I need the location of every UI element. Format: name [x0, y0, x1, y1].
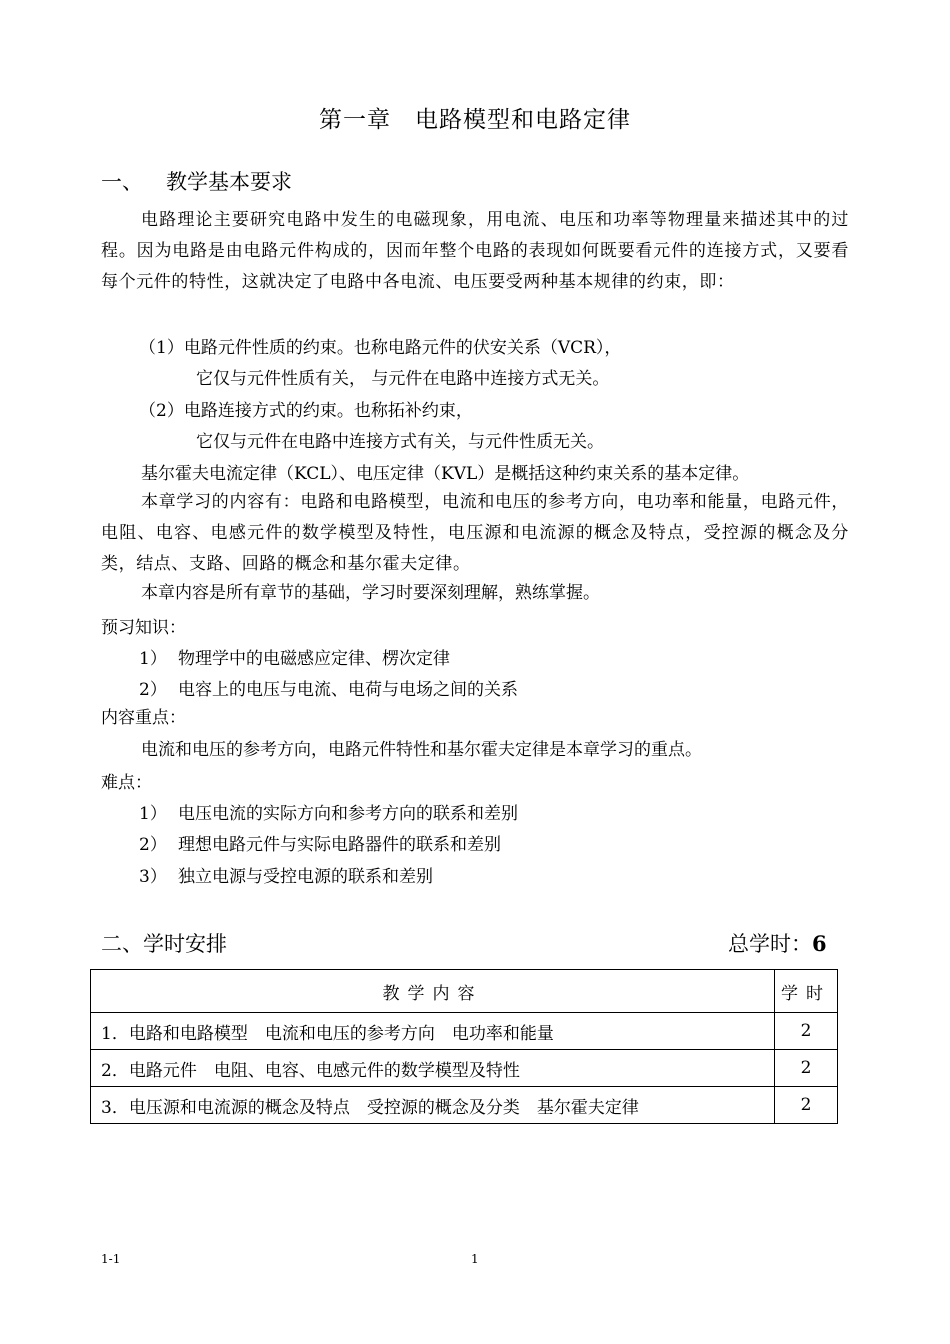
row-content: 3．电压源和电流源的概念及特点 受控源的概念及分类 基尔霍夫定律 [91, 1087, 775, 1124]
table-row [91, 1050, 838, 1087]
section2-title: 二、学时安排 [101, 932, 227, 956]
row-content: 2．电路元件 电阻、电容、电感元件的数学模型及特性 [91, 1050, 775, 1087]
difficult-label: 难点： [101, 773, 152, 793]
table-row [91, 1087, 838, 1124]
table-header-row [91, 970, 838, 1013]
preview-item-1-num: 1） [139, 649, 167, 669]
kcl-kvl-statement: 基尔霍夫电流定律（KCL）、电压定律（KVL）是概括这种约束关系的基本定律。 [141, 464, 750, 484]
difficult-item-2-num: 2） [139, 835, 167, 855]
key-text: 电流和电压的参考方向，电路元件特性和基尔霍夫定律是本章学习的重点。 [141, 740, 702, 760]
row-hours: 2 [775, 1087, 838, 1124]
schedule-table [90, 969, 838, 1124]
intro-paragraph: 电路理论主要研究电路中发生的电磁现象，用电流、电压和功率等物理量来描述其中的过程。因为电路是由电路元件构成的，因而年整个电路的表现如何既要看元件的连接方式，又要看每个元件的特性，这就决定了电路中各电流、电压要受两种基本规律的约束，即： [101, 210, 849, 292]
constraint-2-note: 它仅与元件在电路中连接方式有关，与元件性质无关。 [196, 432, 604, 452]
header-content: 教学内容 [91, 970, 775, 1013]
footer-left-code: 1-1 [101, 1252, 121, 1266]
constraint-2: （2）电路连接方式的约束。也称拓补约束， [139, 401, 473, 421]
difficult-item-1-num: 1） [139, 804, 167, 824]
constraint-1: （1）电路元件性质的约束。也称电路元件的伏安关系（VCR）， [139, 338, 622, 358]
total-hours [728, 928, 827, 958]
constraint-1-note: 它仅与元件性质有关， 与元件在电路中连接方式无关。 [196, 369, 610, 389]
basis-paragraph: 本章内容是所有章节的基础，学习时要深刻理解，熟练掌握。 [141, 583, 600, 603]
difficult-item-3-num: 3） [139, 867, 167, 887]
table-row [91, 1013, 838, 1050]
header-hours: 学时 [775, 970, 838, 1013]
difficult-item-2: 理想电路元件与实际电路器件的联系和差别 [178, 835, 501, 855]
preview-item-1: 物理学中的电磁感应定律、楞次定律 [178, 649, 450, 669]
total-hours-label: 总学时： [728, 932, 812, 956]
contents-paragraph: 本章学习的内容有：电路和电路模型，电流和电压的参考方向，电功率和能量，电路元件，电阻、电容、电感元件的数学模型及特性，电压源和电流源的概念及特点，受控源的概念及分类，结点、支路、回路的概念和基尔霍夫定律。 [101, 492, 849, 574]
page-number: 1 [471, 1252, 479, 1266]
key-label: 内容重点： [101, 708, 186, 728]
difficult-item-3: 独立电源与受控电源的联系和差别 [178, 867, 433, 887]
row-content: 1．电路和电路模型 电流和电压的参考方向 电功率和能量 [91, 1013, 775, 1050]
row-hours: 2 [775, 1013, 838, 1050]
chapter-title: 第一章 电路模型和电路定律 [319, 107, 631, 133]
row-hours: 2 [775, 1050, 838, 1087]
preview-item-2: 电容上的电压与电流、电荷与电场之间的关系 [178, 680, 518, 700]
total-hours-value: 6 [812, 931, 827, 956]
difficult-item-1: 电压电流的实际方向和参考方向的联系和差别 [178, 804, 518, 824]
section1-title: 教学基本要求 [166, 170, 292, 194]
preview-label: 预习知识： [101, 618, 186, 638]
preview-item-2-num: 2） [139, 680, 167, 700]
section1-number: 一、 [101, 170, 143, 194]
